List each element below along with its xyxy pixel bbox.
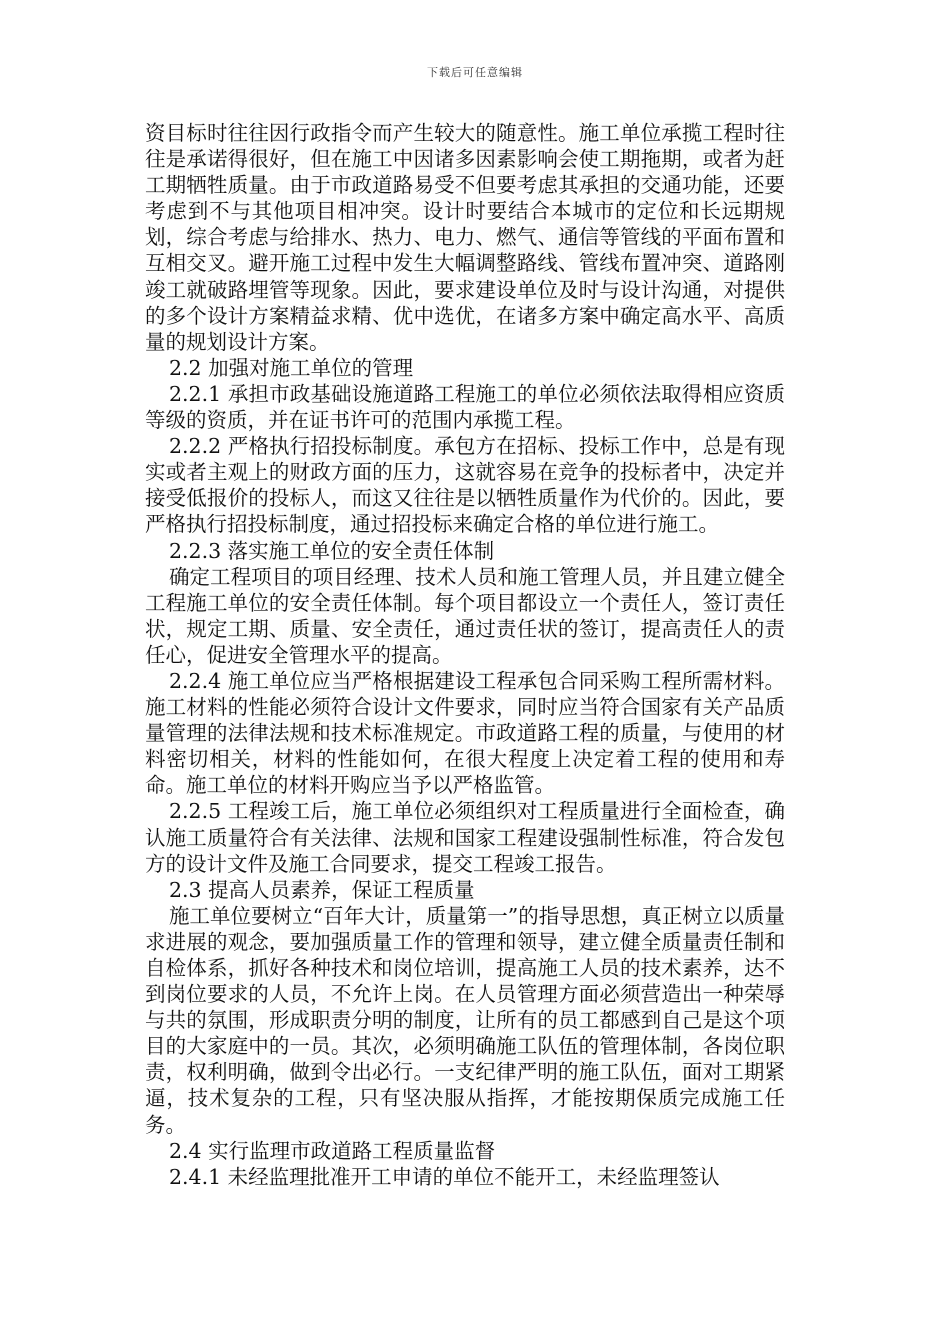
paragraph-2-2-5: 2.2.5 工程竣工后，施工单位必须组织对工程质量进行全面检查，确认施工质量符合有关法律、法规和国家工程建设强制性标准，符合发包方的设计文件及施工合同要求，提交工程竣工报告。 (145, 799, 785, 876)
paragraph-2-4-1: 2.4.1 未经监理批准开工申请的单位不能开工，未经监理签认 (169, 1164, 720, 1189)
section-heading-2-3: 2.3 提高人员素养，保证工程质量 (169, 877, 475, 902)
paragraph-2-2-4: 2.2.4 施工单位应当严格根据建设工程承包合同采购工程所需材料。施工材料的性能必须符合设计文件要求，同时应当符合国家有关产品质量管理的法律法规和技术标准规定。市政道路工程的质量，与使用的材料密切相关，材料的性能如何，在很大程度上决定着工程的使用和寿命。施工单位的材料开购应当予以严格监管。 (145, 668, 785, 798)
section-heading-2-4: 2.4 实行监理市政道路工程质量监督 (169, 1138, 496, 1163)
paragraph-safety-responsibility: 确定工程项目的项目经理、技术人员和施工管理人员，并且建立健全工程施工单位的安全责任体制。每个项目都设立一个责任人，签订责任状，规定工期、质量、安全责任，通过责任状的签订，提高责任人的责任心，促进安全管理水平的提高。 (145, 564, 785, 667)
paragraph-personnel-quality: 施工单位要树立“百年大计，质量第一”的指导思想，真正树立以质量求进展的观念，要加强质量工作的管理和领导，建立健全质量责任制和自检体系，抓好各种技术和岗位培训，提高施工人员的技术素养，达不到岗位要求的人员，不允许上岗。在人员管理方面必须营造出一种荣辱与共的氛围，形成职责分明的制度，让所有的员工都感到自己是这个项目的大家庭中的一员。其次，必须明确施工队伍的管理体制，各岗位职责，权利明确，做到令出必行。一支纪律严明的施工队伍，面对工期紧逼，技术复杂的工程，只有坚决服从指挥，才能按期保质完成施工任务。 (145, 903, 785, 1137)
document-body (145, 120, 785, 1190)
section-heading-2-2: 2.2 加强对施工单位的管理 (169, 355, 414, 380)
paragraph-intro-continued: 资目标时往往因行政指令而产生较大的随意性。施工单位承揽工程时往往是承诺得很好，但在施工中因诸多因素影响会使工期拖期，或者为赶工期牺牲质量。由于市政道路易受不但要考虑其承担的交通功能，还要考虑到不与其他项目相冲突。设计时要结合本城市的定位和长远期规划，综合考虑与给排水、热力、电力、燃气、通信等管线的平面布置和互相交叉。避开施工过程中发生大幅调整路线、管线布置冲突、道路刚竣工就破路埋管等现象。因此，要求建设单位及时与设计沟通，对提供的多个设计方案精益求精、优中选优，在诸多方案中确定高水平、高质量的规划设计方案。 (145, 121, 785, 354)
paragraph-2-2-1: 2.2.1 承担市政基础设施道路工程施工的单位必须依法取得相应资质等级的资质，并在证书许可的范围内承揽工程。 (145, 381, 785, 433)
section-heading-2-2-3: 2.2.3 落实施工单位的安全责任体制 (169, 538, 495, 563)
paragraph-2-2-2: 2.2.2 严格执行招投标制度。承包方在招标、投标工作中，总是有现实或者主观上的财政方面的压力，这就容易在竞争的投标者中，决定并接受低报价的投标人，而这又往往是以牺牲质量作为代价的。因此，要严格执行招投标制度，通过招投标来确定合格的单位进行施工。 (145, 434, 785, 537)
header-note: 下载后可任意编辑 (427, 66, 523, 79)
